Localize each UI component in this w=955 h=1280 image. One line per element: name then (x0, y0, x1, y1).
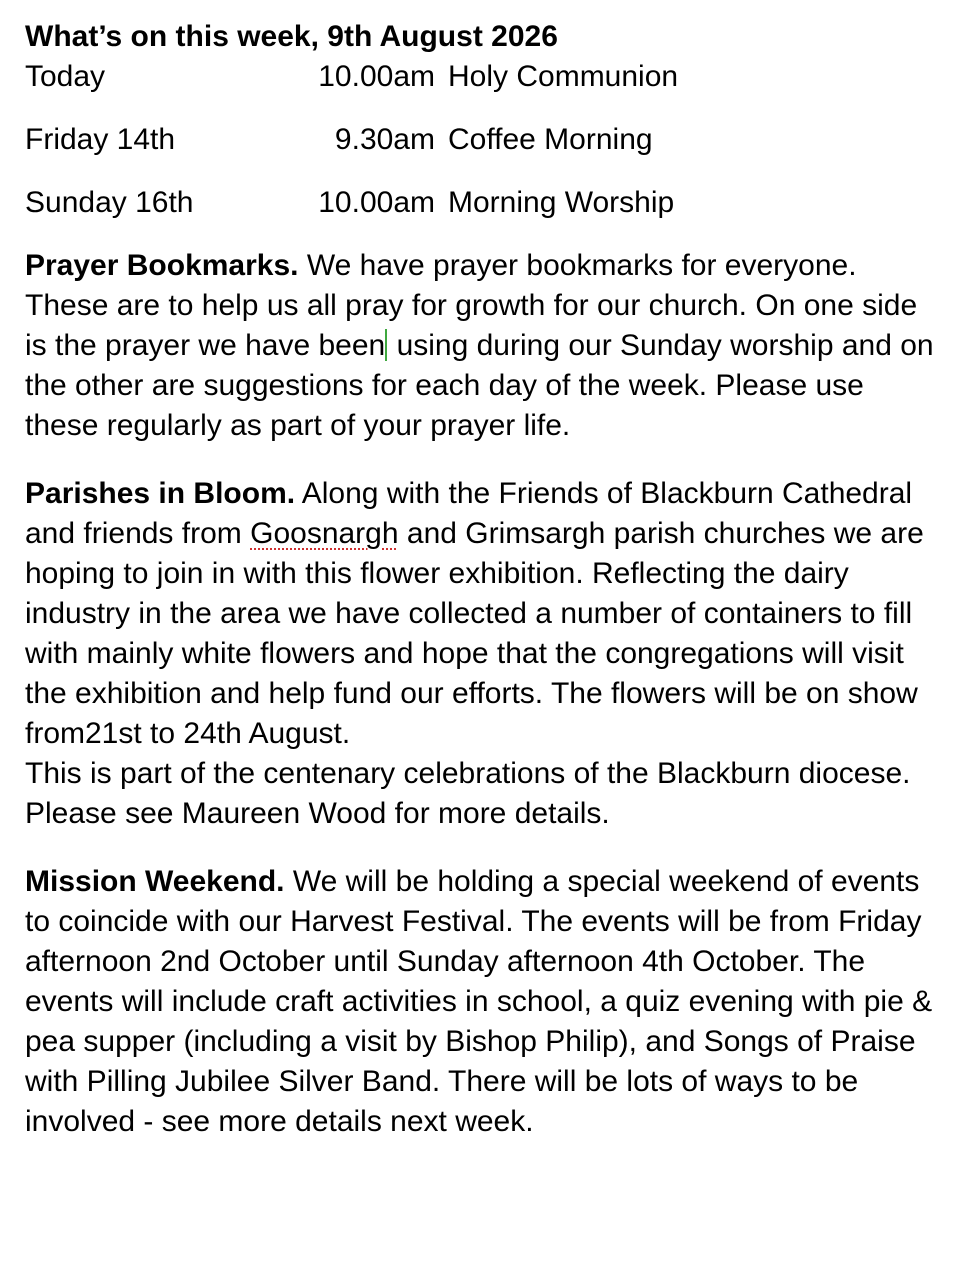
event-day: Sunday 16th (25, 186, 194, 219)
mission-weekend-paragraph (25, 862, 945, 1142)
prayer-bookmarks-paragraph (25, 246, 945, 446)
prayer-bookmarks-heading: Prayer Bookmarks. (25, 249, 299, 282)
parishes-in-bloom-paragraph (25, 474, 945, 834)
paragraph-text: and Grimsargh parish churches we are hoping to join in with this flower exhibition. Reflecting the dairy industry in the area we have collected a number of containers to fill with mainly white flowers and hope that the congregations will visit the exhibition and help fund our efforts. The flowers will be on show from21st to 24th August. (25, 517, 924, 750)
paragraph-text: We will be holding a special weekend of events to coincide with our Harvest Festival. The events will be from Friday afternoon 2nd October until Sunday afternoon 4th October. The events will include craft activities in school, a quiz evening with pie & pea supper (including a visit by Bishop Philip), and Songs of Praise with Pilling Jubilee Silver Band. There will be lots of ways to be involved - see more details next week. (25, 865, 933, 1138)
event-title: Holy Communion (448, 60, 679, 93)
event-day: Friday 14th (25, 123, 176, 156)
page-title: What’s on this week, 9th August 2026 (25, 20, 558, 53)
mission-weekend-heading: Mission Weekend. (25, 865, 285, 898)
event-title: Coffee Morning (448, 123, 653, 156)
event-row (25, 183, 945, 223)
event-time: 10.00am (318, 60, 435, 93)
paragraph-text: Along with the Friends of Blackburn Cathedral and friends from (25, 477, 913, 550)
event-row (25, 57, 945, 97)
event-title: Morning Worship (448, 186, 675, 219)
paragraph-text: This is part of the centenary celebrations of the Blackburn diocese. Please see Maureen Wood for more details. (25, 757, 911, 830)
event-time: 9.30am (334, 123, 435, 156)
paragraph-text: using during our Sunday worship and on the other are suggestions for each day of the week. Please use these regularly as part of your prayer life. (25, 329, 934, 442)
event-row (25, 120, 945, 160)
parishes-in-bloom-heading: Parishes in Bloom. (25, 477, 296, 510)
text-cursor (385, 329, 387, 361)
event-day: Today (25, 60, 106, 93)
spellcheck-flagged-word[interactable]: Goosnargh (250, 517, 399, 550)
event-time: 10.00am (318, 186, 435, 219)
paragraph-text: We have prayer bookmarks for everyone. These are to help us all pray for growth for our church. On one side is the prayer we have been (25, 249, 918, 362)
document-body[interactable] (25, 17, 945, 1142)
